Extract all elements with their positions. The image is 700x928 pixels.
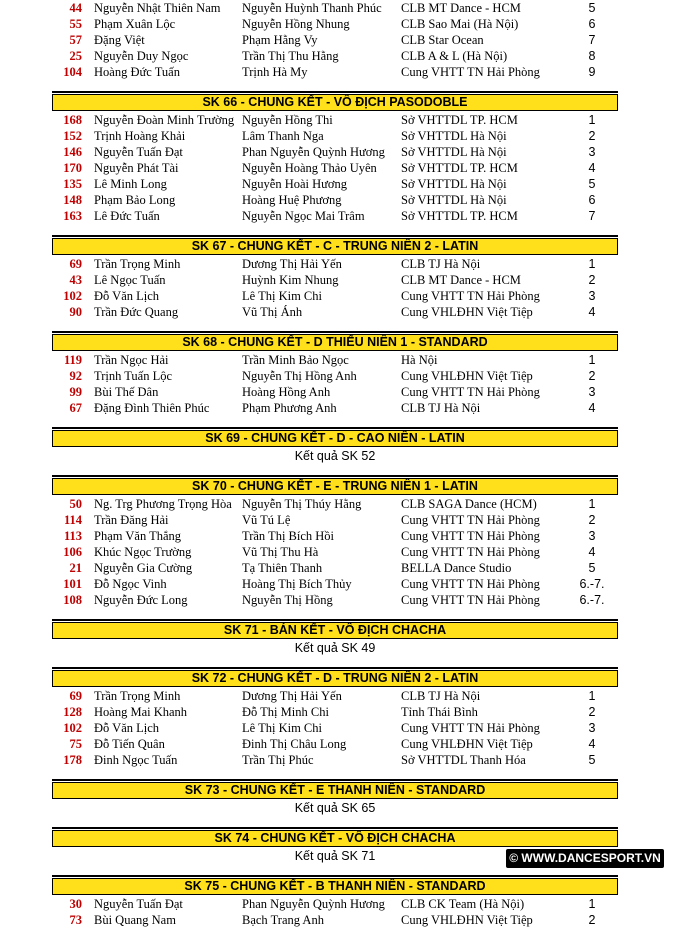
couple-number: 119 — [63, 353, 82, 367]
couple-number: 148 — [63, 193, 82, 207]
placement: 1 — [588, 497, 596, 511]
placement: 1 — [588, 113, 596, 127]
placement: 4 — [588, 401, 596, 415]
club-name: Cung VHTT TN Hải Phòng — [401, 529, 540, 543]
partner-follower-name: Hoàng Huệ Phương — [242, 193, 342, 207]
placement: 9 — [588, 65, 596, 79]
result-row — [52, 288, 618, 304]
placement: 2 — [588, 913, 596, 927]
placement: 4 — [588, 737, 596, 751]
partner-leader-name: Đặng Việt — [94, 33, 145, 47]
result-row — [52, 192, 618, 208]
result-row — [52, 384, 618, 400]
placement: 1 — [588, 689, 596, 703]
partner-leader-name: Bùi Quang Nam — [94, 913, 176, 927]
club-name: Cung VHTT TN Hải Phòng — [401, 577, 540, 591]
partner-leader-name: Đỗ Văn Lịch — [94, 289, 160, 303]
club-name: CLB A & L (Hà Nội) — [401, 49, 508, 63]
couple-number: 43 — [69, 273, 82, 287]
placement: 2 — [588, 705, 596, 719]
placement: 5 — [588, 1, 596, 15]
partner-leader-name: Trần Ngọc Hải — [94, 353, 169, 367]
result-row — [52, 112, 618, 128]
couple-number: 104 — [63, 65, 82, 79]
result-row — [52, 16, 618, 32]
result-row — [52, 352, 618, 368]
couple-number: 69 — [69, 257, 82, 271]
partner-leader-name: Trịnh Hoàng Khải — [94, 129, 186, 143]
couple-number: 55 — [69, 17, 82, 31]
partner-leader-name: Trịnh Tuấn Lộc — [94, 369, 173, 383]
placement: 6.-7. — [579, 577, 605, 591]
partner-follower-name: Nguyễn Thị Hồng — [242, 593, 333, 607]
partner-follower-name: Nguyễn Huỳnh Thanh Phúc — [242, 1, 382, 15]
result-row — [52, 64, 618, 80]
couple-number: 44 — [69, 1, 82, 15]
result-reference: Kết quả SK 52 — [294, 449, 376, 463]
result-row — [52, 48, 618, 64]
placement: 6 — [588, 17, 596, 31]
result-reference: Kết quả SK 65 — [294, 801, 376, 815]
partner-follower-name: Trịnh Hà My — [242, 65, 308, 79]
placement: 2 — [588, 369, 596, 383]
partner-follower-name: Phan Nguyễn Quỳnh Hương — [242, 897, 385, 911]
couple-number: 128 — [63, 705, 82, 719]
result-row — [52, 160, 618, 176]
partner-leader-name: Lê Minh Long — [94, 177, 167, 191]
club-name: Sở VHTTDL TP. HCM — [401, 209, 518, 223]
partner-leader-name: Nguyễn Gia Cường — [94, 561, 193, 575]
club-name: CLB MT Dance - HCM — [401, 1, 521, 15]
partner-follower-name: Trần Thị Bích Hồi — [242, 529, 335, 543]
partner-follower-name: Nguyễn Ngọc Mai Trâm — [242, 209, 365, 223]
couple-number: 146 — [63, 145, 82, 159]
partner-follower-name: Lê Thị Kim Chi — [242, 289, 322, 303]
section-header: SK 66 - CHUNG KẾT - VÔ ĐỊCH PASODOBLE — [52, 94, 618, 111]
couple-number: 90 — [69, 305, 82, 319]
result-row — [52, 720, 618, 736]
section-header: SK 70 - CHUNG KẾT - E - TRUNG NIÊN 1 - LATIN — [52, 478, 618, 495]
couple-number: 152 — [63, 129, 82, 143]
partner-follower-name: Hoàng Thị Bích Thủy — [242, 577, 352, 591]
partner-follower-name: Lâm Thanh Nga — [242, 129, 324, 143]
placement: 7 — [588, 209, 596, 223]
partner-leader-name: Đỗ Ngọc Vinh — [94, 577, 167, 591]
result-row — [52, 512, 618, 528]
result-row — [52, 704, 618, 720]
club-name: Sở VHTTDL Hà Nội — [401, 177, 507, 191]
section-divider — [52, 91, 618, 93]
result-row — [52, 0, 618, 16]
partner-follower-name: Nguyễn Hoàng Thảo Uyên — [242, 161, 377, 175]
placement: 1 — [588, 257, 596, 271]
result-reference: Kết quả SK 49 — [294, 641, 376, 655]
result-row — [52, 32, 618, 48]
couple-number: 168 — [63, 113, 82, 127]
partner-leader-name: Trần Đăng Hải — [94, 513, 169, 527]
partner-leader-name: Nguyễn Đoàn Minh Trường — [94, 113, 235, 127]
couple-number: 113 — [63, 529, 82, 543]
placement: 3 — [588, 289, 596, 303]
placement: 3 — [588, 145, 596, 159]
couple-number: 30 — [69, 897, 82, 911]
placement: 1 — [588, 897, 596, 911]
club-name: Cung VHTT TN Hải Phòng — [401, 385, 540, 399]
section-header: SK 67 - CHUNG KẾT - C - TRUNG NIÊN 2 - LATIN — [52, 238, 618, 255]
placement: 2 — [588, 129, 596, 143]
section-header: SK 72 - CHUNG KẾT - D - TRUNG NIÊN 2 - LATIN — [52, 670, 618, 687]
partner-follower-name: Trần Thị Phúc — [242, 753, 314, 767]
partner-leader-name: Đỗ Văn Lịch — [94, 721, 160, 735]
club-name: Sở VHTTDL Hà Nội — [401, 193, 507, 207]
partner-leader-name: Nguyễn Tuấn Đạt — [94, 145, 183, 159]
partner-follower-name: Vũ Thị Thu Hà — [242, 545, 319, 559]
club-name: CLB TJ Hà Nội — [401, 401, 481, 415]
result-row — [52, 128, 618, 144]
placement: 4 — [588, 545, 596, 559]
partner-follower-name: Nguyễn Hồng Thi — [242, 113, 333, 127]
partner-leader-name: Ng. Trg Phương Trọng Hòa — [94, 497, 232, 511]
placement: 3 — [588, 529, 596, 543]
partner-follower-name: Lê Thị Kim Chi — [242, 721, 322, 735]
placement: 3 — [588, 385, 596, 399]
partner-leader-name: Đinh Ngọc Tuấn — [94, 753, 178, 767]
result-row — [52, 208, 618, 224]
partner-follower-name: Bạch Trang Anh — [242, 913, 324, 927]
placement: 5 — [588, 561, 596, 575]
partner-follower-name: Nguyễn Hoài Hương — [242, 177, 348, 191]
couple-number: 92 — [69, 369, 82, 383]
partner-leader-name: Đặng Đình Thiên Phúc — [94, 401, 210, 415]
club-name: Sở VHTTDL TP. HCM — [401, 161, 518, 175]
result-row — [52, 592, 618, 608]
section-divider — [52, 875, 618, 877]
section-header: SK 69 - CHUNG KẾT - D - CAO NIÊN - LATIN — [52, 430, 618, 447]
placement: 6 — [588, 193, 596, 207]
partner-follower-name: Phạm Hằng Vy — [242, 33, 318, 47]
section-divider — [52, 619, 618, 621]
club-name: CLB CK Team (Hà Nội) — [401, 897, 525, 911]
placement: 8 — [588, 49, 596, 63]
section-header: SK 73 - CHUNG KẾT - E THANH NIÊN - STANDARD — [52, 782, 618, 799]
section-divider — [52, 235, 618, 237]
partner-leader-name: Hoàng Mai Khanh — [94, 705, 188, 719]
club-name: Hà Nội — [401, 353, 438, 367]
club-name: Sở VHTTDL Hà Nội — [401, 129, 507, 143]
partner-leader-name: Trần Trọng Minh — [94, 257, 181, 271]
placement: 3 — [588, 721, 596, 735]
result-row — [52, 688, 618, 704]
couple-number: 163 — [63, 209, 82, 223]
club-name: Cung VHTT TN Hải Phòng — [401, 545, 540, 559]
couple-number: 69 — [69, 689, 82, 703]
watermark-badge: © WWW.DANCESPORT.VN — [506, 849, 664, 868]
partner-follower-name: Vũ Thị Ánh — [242, 305, 303, 319]
couple-number: 57 — [69, 33, 82, 47]
partner-leader-name: Phạm Xuân Lộc — [94, 17, 176, 31]
section-divider — [52, 427, 618, 429]
result-row — [52, 896, 618, 912]
partner-leader-name: Bùi Thế Dân — [94, 385, 159, 399]
section-header: SK 75 - CHUNG KẾT - B THANH NIÊN - STANDARD — [52, 878, 618, 895]
club-name: Cung VHTT TN Hải Phòng — [401, 721, 540, 735]
result-row — [52, 400, 618, 416]
club-name: Sở VHTTDL TP. HCM — [401, 113, 518, 127]
partner-leader-name: Phạm Bảo Long — [94, 193, 176, 207]
result-row — [52, 496, 618, 512]
club-name: Cung VHLĐHN Việt Tiệp — [401, 737, 533, 751]
partner-follower-name: Nguyễn Thị Hồng Anh — [242, 369, 357, 383]
club-name: Cung VHTT TN Hải Phòng — [401, 289, 540, 303]
couple-number: 101 — [63, 577, 82, 591]
couple-number: 21 — [69, 561, 82, 575]
partner-leader-name: Đỗ Tiến Quân — [94, 737, 165, 751]
partner-leader-name: Nguyễn Phát Tài — [94, 161, 179, 175]
club-name: CLB Sao Mai (Hà Nội) — [401, 17, 519, 31]
result-row — [52, 752, 618, 768]
partner-leader-name: Nguyễn Đức Long — [94, 593, 188, 607]
partner-follower-name: Nguyễn Thị Thúy Hằng — [242, 497, 362, 511]
result-row — [52, 576, 618, 592]
partner-follower-name: Phan Nguyễn Quỳnh Hương — [242, 145, 385, 159]
partner-follower-name: Trần Thị Thu Hằng — [242, 49, 339, 63]
club-name: CLB TJ Hà Nội — [401, 257, 481, 271]
club-name: Cung VHTT TN Hải Phòng — [401, 593, 540, 607]
couple-number: 114 — [63, 513, 82, 527]
partner-follower-name: Nguyễn Hồng Nhung — [242, 17, 350, 31]
partner-follower-name: Phạm Phương Anh — [242, 401, 337, 415]
partner-leader-name: Nguyễn Tuấn Đạt — [94, 897, 183, 911]
placement: 5 — [588, 753, 596, 767]
placement: 2 — [588, 273, 596, 287]
section-divider — [52, 779, 618, 781]
partner-leader-name: Khúc Ngọc Trường — [94, 545, 192, 559]
partner-follower-name: Vũ Tú Lệ — [242, 513, 291, 527]
result-row — [52, 560, 618, 576]
placement: 4 — [588, 305, 596, 319]
section-header: SK 71 - BÁN KẾT - VÔ ĐỊCH CHACHA — [52, 622, 618, 639]
result-reference: Kết quả SK 71 — [294, 849, 376, 863]
placement: 7 — [588, 33, 596, 47]
section-header: SK 68 - CHUNG KẾT - D THIẾU NIÊN 1 - STANDARD — [52, 334, 618, 351]
club-name: Cung VHLĐHN Việt Tiệp — [401, 305, 533, 319]
partner-leader-name: Trần Trọng Minh — [94, 689, 181, 703]
placement: 6.-7. — [579, 593, 605, 607]
partner-follower-name: Tạ Thiên Thanh — [242, 561, 323, 575]
partner-follower-name: Hoàng Hồng Anh — [242, 385, 331, 399]
placement: 4 — [588, 161, 596, 175]
club-name: CLB MT Dance - HCM — [401, 273, 521, 287]
result-row — [52, 272, 618, 288]
partner-follower-name: Dương Thị Hải Yến — [242, 689, 342, 703]
club-name: CLB SAGA Dance (HCM) — [401, 497, 537, 511]
couple-number: 102 — [63, 721, 82, 735]
result-row — [52, 912, 618, 928]
partner-follower-name: Huỳnh Kim Nhung — [242, 273, 339, 287]
partner-leader-name: Trần Đức Quang — [94, 305, 179, 319]
club-name: Sở VHTTDL Hà Nội — [401, 145, 507, 159]
couple-number: 75 — [69, 737, 82, 751]
couple-number: 25 — [69, 49, 82, 63]
club-name: Sở VHTTDL Thanh Hóa — [401, 753, 526, 767]
club-name: Cung VHTT TN Hải Phòng — [401, 65, 540, 79]
partner-follower-name: Đinh Thị Châu Long — [242, 737, 347, 751]
partner-follower-name: Trần Minh Bảo Ngọc — [242, 353, 349, 367]
result-row — [52, 544, 618, 560]
placement: 5 — [588, 177, 596, 191]
partner-leader-name: Lê Đức Tuấn — [94, 209, 160, 223]
couple-number: 50 — [69, 497, 82, 511]
partner-follower-name: Đỗ Thị Minh Chi — [242, 705, 329, 719]
club-name: Tỉnh Thái Bình — [401, 705, 478, 719]
partner-leader-name: Lê Ngọc Tuấn — [94, 273, 166, 287]
club-name: Cung VHTT TN Hải Phòng — [401, 513, 540, 527]
result-row — [52, 368, 618, 384]
result-row — [52, 528, 618, 544]
result-row — [52, 176, 618, 192]
club-name: Cung VHLĐHN Việt Tiệp — [401, 369, 533, 383]
partner-leader-name: Nguyễn Duy Ngọc — [94, 49, 189, 63]
couple-number: 170 — [63, 161, 82, 175]
partner-leader-name: Phạm Văn Thắng — [94, 529, 182, 543]
partner-leader-name: Hoàng Đức Tuấn — [94, 65, 180, 79]
club-name: BELLA Dance Studio — [401, 561, 512, 575]
couple-number: 102 — [63, 289, 82, 303]
partner-leader-name: Nguyễn Nhật Thiên Nam — [94, 1, 221, 15]
result-row — [52, 256, 618, 272]
section-divider — [52, 331, 618, 333]
couple-number: 108 — [63, 593, 82, 607]
result-row — [52, 144, 618, 160]
placement: 1 — [588, 353, 596, 367]
result-row — [52, 736, 618, 752]
section-header: SK 74 - CHUNG KẾT - VÔ ĐỊCH CHACHA — [52, 830, 618, 847]
couple-number: 73 — [69, 913, 82, 927]
couple-number: 67 — [69, 401, 82, 415]
club-name: CLB TJ Hà Nội — [401, 689, 481, 703]
section-divider — [52, 667, 618, 669]
section-divider — [52, 827, 618, 829]
section-divider — [52, 475, 618, 477]
result-row — [52, 304, 618, 320]
club-name: CLB Star Ocean — [401, 33, 484, 47]
partner-follower-name: Dương Thị Hải Yến — [242, 257, 342, 271]
couple-number: 135 — [63, 177, 82, 191]
placement: 2 — [588, 513, 596, 527]
club-name: Cung VHLĐHN Việt Tiệp — [401, 913, 533, 927]
couple-number: 106 — [63, 545, 82, 559]
couple-number: 99 — [69, 385, 82, 399]
couple-number: 178 — [63, 753, 82, 767]
